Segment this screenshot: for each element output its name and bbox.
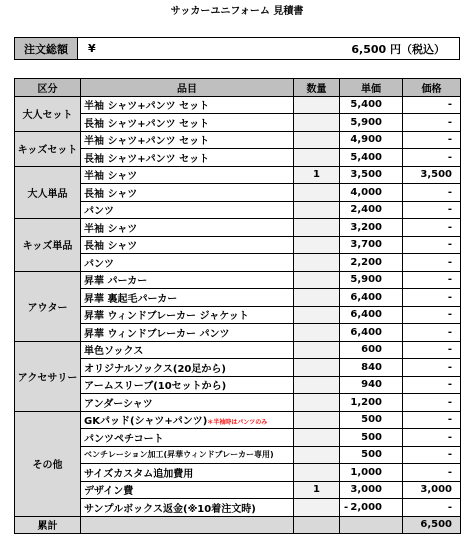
price-cell: 4,900: [340, 131, 403, 149]
qty-cell[interactable]: [294, 271, 340, 289]
table-row: [15, 411, 461, 429]
item-label: 半袖 シャツ: [84, 223, 138, 235]
category-cell: キッズセット: [15, 131, 81, 166]
amount-cell: -: [403, 324, 461, 342]
item-label: 昇華 ウィンドブレーカー パンツ: [84, 328, 230, 340]
qty-cell[interactable]: [294, 201, 340, 219]
item-cell: [81, 271, 294, 289]
table-row: [15, 96, 461, 114]
item-label: パンツ: [84, 206, 114, 218]
item-label: 長袖 シャツ: [84, 241, 138, 253]
item-cell: [81, 464, 294, 482]
order-total-label: 注文総額: [15, 38, 78, 59]
item-cell: [81, 289, 294, 307]
table-row: [15, 341, 461, 359]
item-cell: [81, 481, 294, 499]
item-label: サイズカスタム追加費用: [84, 468, 194, 480]
price-cell: 500: [340, 429, 403, 447]
amount-cell: -: [403, 429, 461, 447]
item-label: パンツ: [84, 258, 114, 270]
table-row: [15, 289, 461, 307]
item-label: 半袖 シャツ+パンツ セット: [84, 136, 210, 148]
total-amount: 6,500: [403, 516, 461, 534]
header-row: [15, 79, 461, 97]
item-cell: [81, 376, 294, 394]
table-row: [15, 184, 461, 202]
price-cell: 2,400: [340, 201, 403, 219]
price-cell: 3,700: [340, 236, 403, 254]
item-cell: [81, 411, 294, 429]
table-row: [15, 306, 461, 324]
amount-cell: -: [403, 394, 461, 412]
qty-cell[interactable]: [294, 96, 340, 114]
amount-cell: -: [403, 446, 461, 464]
negative-price: [340, 502, 382, 513]
item-note: ＊半袖時はパンツのみ: [207, 419, 268, 427]
amount-cell: -: [403, 96, 461, 114]
qty-cell[interactable]: [294, 236, 340, 254]
price-cell: 6,400: [340, 289, 403, 307]
amount-cell: -: [403, 376, 461, 394]
category-cell: 大人セット: [15, 96, 81, 131]
item-cell: [81, 429, 294, 447]
price-cell: 500: [340, 411, 403, 429]
price-cell: 3,200: [340, 219, 403, 237]
amount-cell: -: [403, 219, 461, 237]
price-cell: 500: [340, 446, 403, 464]
table-row: [15, 376, 461, 394]
item-label: 半袖 シャツ+パンツ セット: [84, 101, 210, 113]
amount-cell: -: [403, 464, 461, 482]
total-empty: [340, 516, 403, 534]
table-row: [15, 219, 461, 237]
amount-cell: -: [403, 131, 461, 149]
item-cell: [81, 306, 294, 324]
item-label: 半袖 シャツ: [84, 171, 138, 183]
price-cell: 1,000: [340, 464, 403, 482]
table-row: [15, 394, 461, 412]
category-cell: 大人単品: [15, 166, 81, 219]
item-label: パンツペチコート: [84, 433, 164, 445]
qty-cell[interactable]: [294, 254, 340, 272]
table-row: [15, 236, 461, 254]
total-empty: [294, 516, 340, 534]
amount-cell: -: [403, 289, 461, 307]
item-label: 昇華 裏起毛パーカー: [84, 293, 178, 305]
item-cell: [81, 499, 294, 517]
table-row: [15, 166, 461, 184]
price-cell: [340, 499, 403, 517]
price-cell: 6,400: [340, 324, 403, 342]
qty-cell[interactable]: [294, 394, 340, 412]
table-row: [15, 324, 461, 342]
header-qty: 数量: [294, 79, 340, 97]
qty-cell[interactable]: [294, 131, 340, 149]
category-cell: キッズ単品: [15, 219, 81, 272]
qty-cell[interactable]: [294, 219, 340, 237]
qty-cell[interactable]: [294, 149, 340, 167]
price-value: 2,000: [350, 501, 382, 513]
amount-cell: -: [403, 341, 461, 359]
item-label: 単色ソックス: [84, 346, 144, 358]
item-cell: [81, 114, 294, 132]
price-cell: 5,400: [340, 96, 403, 114]
qty-cell[interactable]: [294, 376, 340, 394]
item-cell: [81, 446, 294, 464]
header-amount: 価格: [403, 79, 461, 97]
qty-cell[interactable]: 1: [294, 481, 340, 499]
amount-cell: -: [403, 499, 461, 517]
table-row: [15, 499, 461, 517]
table-row: [15, 254, 461, 272]
qty-cell[interactable]: [294, 499, 340, 517]
amount-cell: -: [403, 114, 461, 132]
qty-cell[interactable]: [294, 306, 340, 324]
amount-cell: -: [403, 201, 461, 219]
qty-cell[interactable]: 1: [294, 166, 340, 184]
estimate-body: [15, 96, 461, 516]
table-row: [15, 114, 461, 132]
item-cell: [81, 131, 294, 149]
table-row: [15, 429, 461, 447]
price-cell: 5,900: [340, 114, 403, 132]
price-cell: 1,200: [340, 394, 403, 412]
estimate-table: [14, 78, 461, 534]
table-row: [15, 481, 461, 499]
price-cell: 6,400: [340, 306, 403, 324]
header-category: 区分: [15, 79, 81, 97]
item-cell: [81, 201, 294, 219]
item-label: 長袖 シャツ: [84, 188, 138, 200]
total-label: 累計: [15, 516, 81, 534]
item-label: 長袖 シャツ+パンツ セット: [84, 118, 210, 130]
price-cell: 600: [340, 341, 403, 359]
table-row: [15, 464, 461, 482]
item-cell: [81, 341, 294, 359]
total-row: [15, 516, 461, 534]
header-price: 単価: [340, 79, 403, 97]
header-item: 品目: [81, 79, 294, 97]
item-label: ベンチレーション加工(昇華ウィンドブレーカー専用): [84, 450, 274, 460]
item-cell: [81, 219, 294, 237]
price-cell: 3,000: [340, 481, 403, 499]
qty-cell[interactable]: [294, 324, 340, 342]
item-label: サンプルボックス返金(※10着注文時): [84, 503, 256, 515]
order-total-box: [14, 37, 460, 60]
item-label: アンダーシャツ: [84, 398, 153, 410]
qty-cell[interactable]: [294, 289, 340, 307]
yen-sign: ¥: [88, 42, 96, 55]
item-label: 長袖 シャツ+パンツ セット: [84, 153, 210, 165]
item-cell: [81, 254, 294, 272]
amount-cell: -: [403, 236, 461, 254]
total-empty: [81, 516, 294, 534]
item-label: デザイン費: [84, 486, 134, 498]
item-cell: [81, 324, 294, 342]
category-cell: アウター: [15, 271, 81, 341]
item-cell: [81, 359, 294, 377]
amount-cell: -: [403, 271, 461, 289]
table-row: [15, 446, 461, 464]
item-cell: [81, 184, 294, 202]
qty-cell[interactable]: [294, 359, 340, 377]
item-cell: [81, 394, 294, 412]
qty-cell[interactable]: [294, 184, 340, 202]
amount-cell: -: [403, 306, 461, 324]
price-cell: 4,000: [340, 184, 403, 202]
table-row: [15, 149, 461, 167]
category-cell: アクセサリー: [15, 341, 81, 411]
item-label: GKパッド(シャツ+パンツ): [84, 416, 208, 428]
item-label: オリジナルソックス(20足から): [84, 363, 226, 375]
item-cell: [81, 236, 294, 254]
amount-cell: 3,000: [403, 481, 461, 499]
price-cell: 840: [340, 359, 403, 377]
qty-cell[interactable]: [294, 446, 340, 464]
amount-cell: -: [403, 359, 461, 377]
item-label: 昇華 ウィンドブレーカー ジャケット: [84, 311, 249, 323]
order-total-amount: 6,500 円（税込）: [351, 42, 445, 56]
qty-cell[interactable]: [294, 429, 340, 447]
qty-cell[interactable]: [294, 411, 340, 429]
item-label: アームスリーブ(10セットから): [84, 381, 227, 393]
page-title: サッカーユニフォーム 見積書: [170, 6, 304, 17]
price-cell: 5,900: [340, 271, 403, 289]
item-cell: [81, 149, 294, 167]
table-row: [15, 271, 461, 289]
amount-cell: -: [403, 149, 461, 167]
amount-cell: -: [403, 411, 461, 429]
price-cell: 2,200: [340, 254, 403, 272]
amount-cell: 3,500: [403, 166, 461, 184]
table-row: [15, 359, 461, 377]
price-cell: 5,400: [340, 149, 403, 167]
category-cell: その他: [15, 411, 81, 516]
amount-cell: -: [403, 254, 461, 272]
item-cell: [81, 166, 294, 184]
price-cell: 3,500: [340, 166, 403, 184]
table-row: [15, 201, 461, 219]
qty-cell[interactable]: [294, 341, 340, 359]
amount-cell: -: [403, 184, 461, 202]
qty-cell[interactable]: [294, 114, 340, 132]
item-label: 昇華 パーカー: [84, 276, 148, 288]
price-cell: 940: [340, 376, 403, 394]
table-row: [15, 131, 461, 149]
minus-sign: -: [344, 501, 349, 513]
item-cell: [81, 96, 294, 114]
qty-cell[interactable]: [294, 464, 340, 482]
